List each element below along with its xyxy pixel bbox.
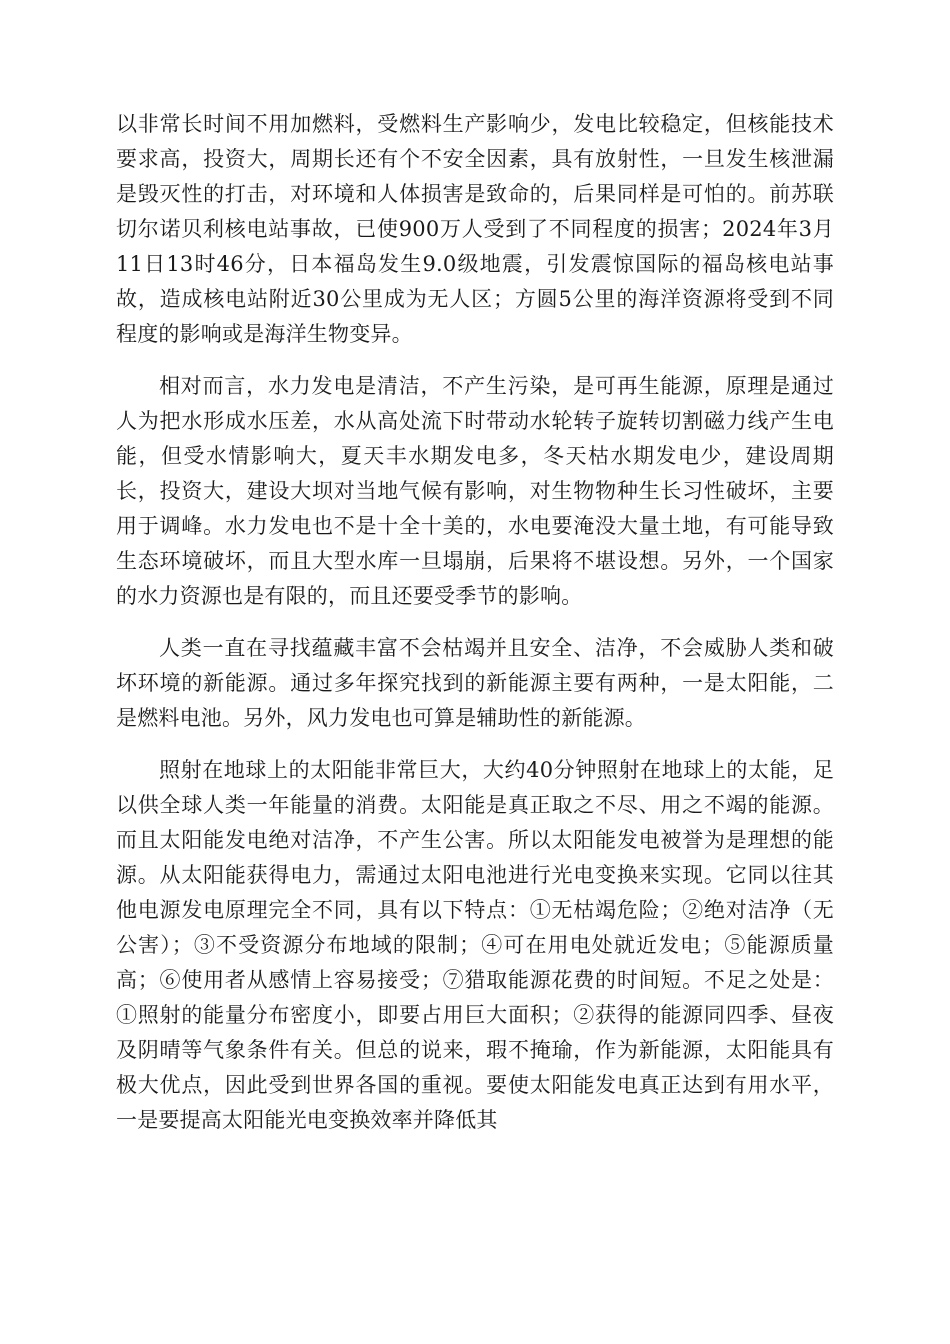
paragraph-nuclear-power: 以非常长时间不用加燃料，受燃料生产影响少，发电比较稳定，但核能技术要求高，投资大，周期长还有个不安全因素，具有放射性，一旦发生核泄漏是毁灭性的打击，对环境和人体损害是致命的，后果同样是可怕的。前苏联切尔诺贝利核电站事故，已使900万人受到了不同程度的损害；2024年3月11日13时46分，日本福岛发生9.0级地震，引发震惊国际的福岛核电站事故，造成核电站附近30公里成为无人区；方圆5公里的海洋资源将受到不同程度的影响或是海洋生物变异。 [116, 112, 834, 346]
paragraph-hydro-power: 相对而言，水力发电是清洁，不产生污染，是可再生能源，原理是通过人为把水形成水压差，水从高处流下时带动水轮转子旋转切割磁力线产生电能，但受水情影响大，夏天丰水期发电多，冬天枯水期发电少，建设周期长，投资大，建设大坝对当地气候有影响，对生物物种生长习性破坏，主要用于调峰。水力发电也不是十全十美的，水电要淹没大量土地，有可能导致生态环境破坏，而且大型水库一旦塌崩，后果将不堪设想。另外，一个国家的水力资源也是有限的，而且还要受季节的影响。 [116, 374, 834, 608]
paragraph-solar-power: 照射在地球上的太阳能非常巨大，大约40分钟照射在地球上的太能，足以供全球人类一年能量的消费。太阳能是真正取之不尽、用之不竭的能源。而且太阳能发电绝对洁净，不产生公害。所以太阳能发电被誉为是理想的能源。从太阳能获得电力，需通过太阳电池进行光电变换来实现。它同以往其他电源发电原理完全不同，具有以下特点：①无枯竭危险；②绝对洁净（无公害）；③不受资源分布地域的限制；④可在用电处就近发电；⑤能源质量高；⑥使用者从感情上容易接受；⑦猎取能源花费的时间短。不足之处是：①照射的能量分布密度小，即要占用巨大面积；②获得的能源同四季、昼夜及阴晴等气象条件有关。但总的说来，瑕不掩瑜，作为新能源，太阳能具有极大优点，因此受到世界各国的重视。要使太阳能发电真正达到有用水平，一是要提高太阳能光电变换效率并降低其 [116, 758, 834, 1132]
paragraph-new-energy: 人类一直在寻找蕴藏丰富不会枯竭并且安全、洁净，不会威胁人类和破坏环境的新能源。通过多年探究找到的新能源主要有两种，一是太阳能，二是燃料电池。另外，风力发电也可算是辅助性的新能源。 [116, 636, 834, 730]
document-body [116, 107, 834, 1155]
